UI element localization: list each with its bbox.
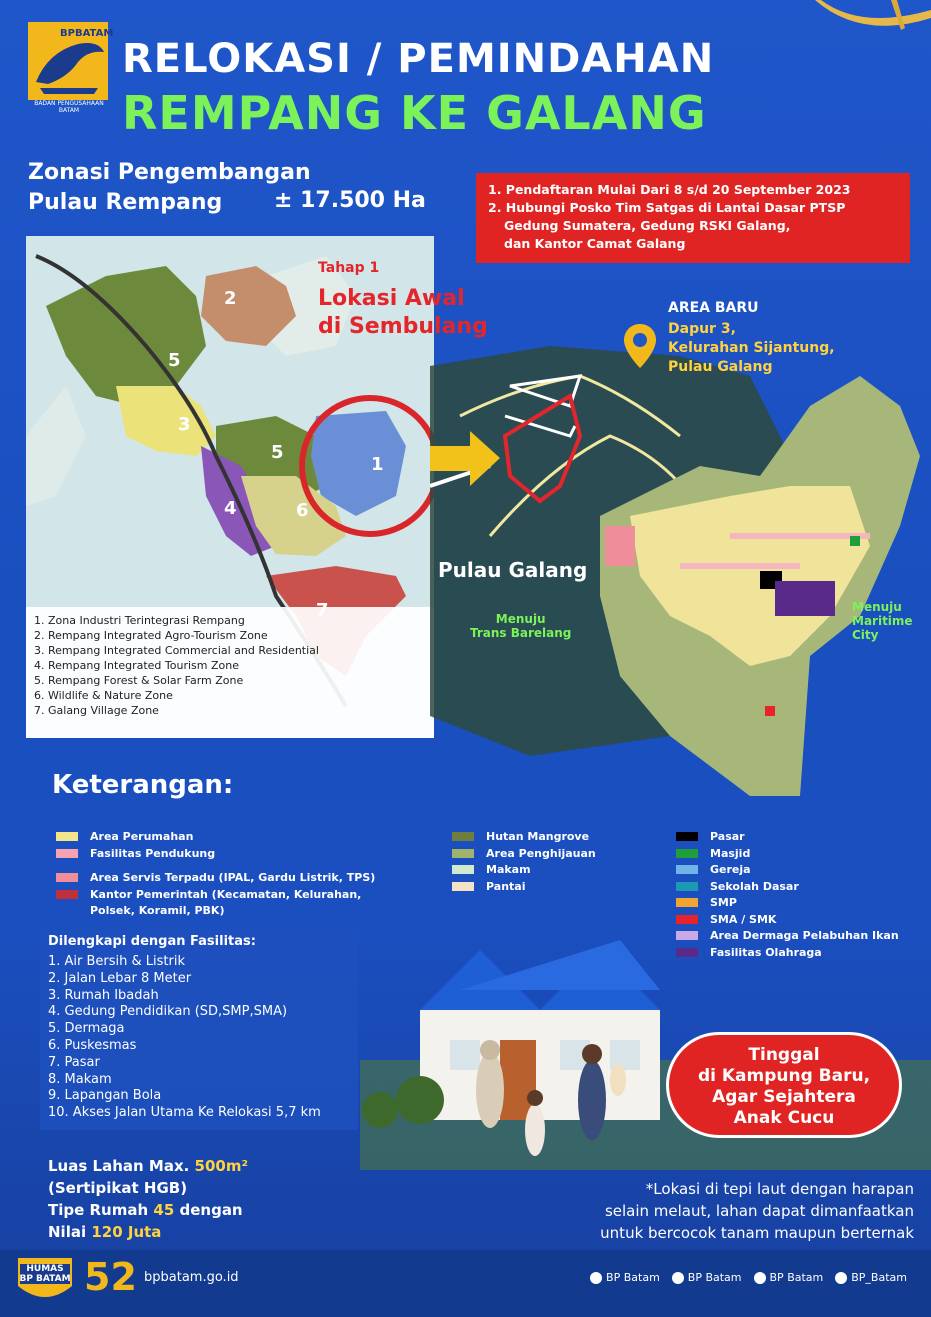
- legend-swatch: [56, 890, 78, 899]
- facilities-box: [40, 930, 358, 1130]
- tahap-label: Tahap 1: [318, 260, 380, 276]
- logo-caption: BADAN PENGUSAHAAN BATAM: [34, 100, 104, 114]
- zone-title: Zonasi Pengembangan Pulau Rempang: [28, 160, 311, 215]
- legend-swatch: [452, 832, 474, 841]
- zone-legend-item: 3. Rempang Integrated Commercial and Residential: [34, 644, 319, 657]
- logo-name: BPBATAM: [60, 28, 114, 39]
- facility-item: 6. Puskesmas: [48, 1037, 137, 1053]
- humas-text: HUMAS BP BATAM: [19, 1264, 71, 1284]
- facility-item: 2. Jalan Lebar 8 Meter: [48, 970, 192, 986]
- instagram-link[interactable]: BP Batam: [754, 1271, 824, 1284]
- legend-item: SMP: [676, 895, 926, 912]
- svg-text:5: 5: [168, 350, 181, 371]
- legend-swatch: [676, 849, 698, 858]
- legend-item: Fasilitas Olahraga: [676, 945, 926, 962]
- anniversary-logo: 52: [84, 1255, 137, 1299]
- facility-item: 7. Pasar: [48, 1054, 100, 1070]
- location-note: *Lokasi di tepi laut dengan harapan selain melaut, lahan dapat dimanfaatkan untuk bercocok tanam maupun berternak: [600, 1180, 914, 1242]
- legend-item: Area Perumahan: [56, 829, 396, 846]
- pulau-galang-label: Pulau Galang: [438, 558, 588, 582]
- legend-swatch: [452, 865, 474, 874]
- legend-item: Pasar: [676, 829, 926, 846]
- youtube-icon: [590, 1272, 602, 1284]
- facebook-icon: [672, 1272, 684, 1284]
- legend-item: SMA / SMK: [676, 912, 926, 929]
- land-info: Luas Lahan Max. 500m² (Sertipikat HGB) Tipe Rumah 45 dengan Nilai 120 Juta: [48, 1157, 249, 1241]
- facility-item: 10. Akses Jalan Utama Ke Relokasi 5,7 km: [48, 1105, 321, 1121]
- legend-item: Fasilitas Pendukung: [56, 846, 396, 863]
- zone-legend-item: 5. Rempang Forest & Solar Farm Zone: [34, 674, 244, 687]
- svg-text:3: 3: [178, 414, 191, 435]
- legend-swatch: [56, 873, 78, 882]
- zone-area: ± 17.500 Ha: [274, 188, 426, 213]
- legend-item: Masjid: [676, 846, 926, 863]
- area-baru-address: Dapur 3, Kelurahan Sijantung, Pulau Galang: [668, 321, 835, 375]
- zone-legend-item: 7. Galang Village Zone: [34, 704, 159, 717]
- zone-legend-item: 2. Rempang Integrated Agro-Tourism Zone: [34, 629, 268, 642]
- page-title-line1: RELOKASI / PEMINDAHAN: [122, 36, 715, 82]
- legend-swatch: [676, 882, 698, 891]
- legend-item: Hutan Mangrove: [452, 829, 652, 846]
- legend-swatch: [452, 882, 474, 891]
- page-title-line2: REMPANG KE GALANG: [122, 86, 707, 140]
- facility-item: 4. Gedung Pendidikan (SD,SMP,SMA): [48, 1004, 288, 1020]
- location-pin-icon: [622, 322, 658, 374]
- legend-item: Kantor Pemerintah (Kecamatan, Kelurahan, Polsek, Koramil, PBK): [56, 887, 396, 920]
- social-links: [590, 1271, 907, 1284]
- legend-item: Sekolah Dasar: [676, 879, 926, 896]
- facility-item: 1. Air Bersih & Listrik: [48, 954, 186, 969]
- facebook-link[interactable]: BP Batam: [672, 1271, 742, 1284]
- tinggal-badge: Tinggal di Kampung Baru, Agar Sejahtera Anak Cucu: [666, 1032, 902, 1138]
- legend-swatch: [452, 849, 474, 858]
- svg-text:4: 4: [224, 498, 237, 519]
- legend-swatch: [56, 832, 78, 841]
- twitter-icon: [835, 1272, 847, 1284]
- lokasi-awal-label: Lokasi Awal di Sembulang: [318, 286, 488, 339]
- legend-column-2: [452, 829, 652, 895]
- ribbon-decoration: [801, 0, 931, 40]
- zoning-legend: [26, 607, 434, 738]
- facility-item: 3. Rumah Ibadah: [48, 987, 159, 1003]
- legend-swatch: [676, 832, 698, 841]
- facilities-list: [48, 954, 350, 1122]
- legend-item: Area Servis Terpadu (IPAL, Gardu Listrik, TPS): [56, 870, 396, 887]
- area-baru-title: AREA BARU: [668, 300, 759, 316]
- legend-swatch: [676, 915, 698, 924]
- website-link[interactable]: bpbatam.go.id: [144, 1270, 239, 1285]
- facility-item: 8. Makam: [48, 1071, 112, 1087]
- svg-text:6: 6: [296, 500, 309, 521]
- facilities-title: Dilengkapi dengan Fasilitas:: [48, 934, 256, 949]
- legend-swatch: [676, 865, 698, 874]
- registration-notice: 1. Pendaftaran Mulai Dari 8 s/d 20 September 2023 2. Hubungi Posko Tim Satgas di Lantai Dasar PTSP Gedung Sumatera, Gedung RSKI Galang, dan Kantor Camat Galang: [476, 173, 910, 263]
- facility-item: 5. Dermaga: [48, 1021, 125, 1037]
- youtube-link[interactable]: BP Batam: [590, 1271, 660, 1284]
- legend-swatch: [56, 849, 78, 858]
- legend-swatch: [676, 898, 698, 907]
- twitter-link[interactable]: BP_Batam: [835, 1271, 907, 1284]
- zone-legend-item: 4. Rempang Integrated Tourism Zone: [34, 659, 239, 672]
- legend-column-1: [56, 829, 396, 920]
- menuju-trans-barelang: Menuju Trans Barelang: [470, 612, 572, 640]
- zone-legend-item: 1. Zona Industri Terintegrasi Rempang: [34, 614, 245, 627]
- zone-legend-item: 6. Wildlife & Nature Zone: [34, 689, 173, 702]
- instagram-icon: [754, 1272, 766, 1284]
- svg-text:5: 5: [271, 442, 284, 463]
- legend-item: Area Dermaga Pelabuhan Ikan: [676, 928, 926, 945]
- legend-item: Pantai: [452, 879, 652, 896]
- facility-item: 9. Lapangan Bola: [48, 1088, 162, 1104]
- svg-text:1: 1: [371, 454, 384, 475]
- menuju-maritime-city: Menuju Maritime City: [852, 600, 913, 642]
- keterangan-title: Keterangan:: [52, 770, 234, 800]
- legend-item: Makam: [452, 862, 652, 879]
- legend-item: Gereja: [676, 862, 926, 879]
- svg-text:2: 2: [224, 288, 237, 309]
- legend-item: Area Penghijauan: [452, 846, 652, 863]
